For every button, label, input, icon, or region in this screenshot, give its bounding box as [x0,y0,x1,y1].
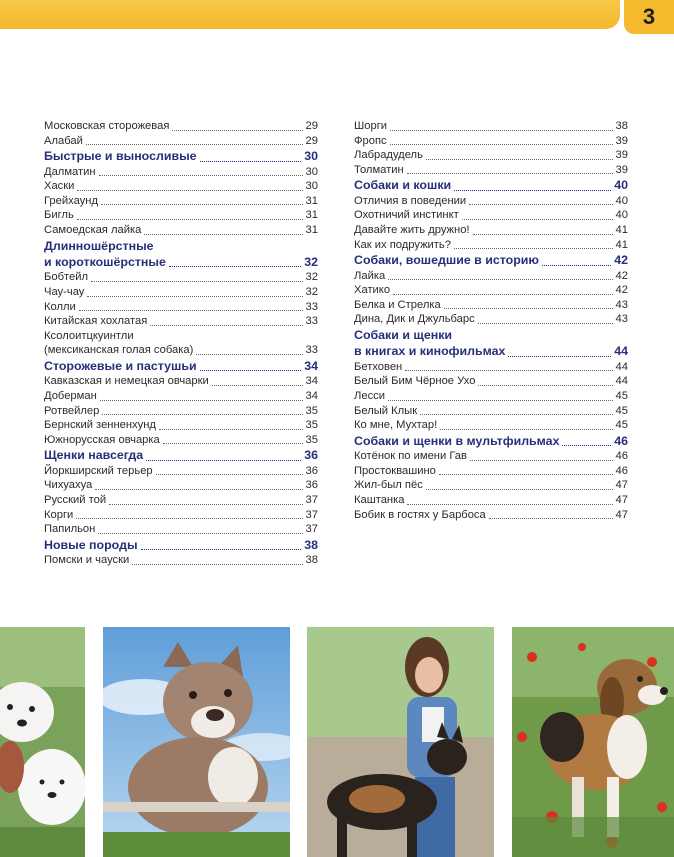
toc-page-number: 38 [615,120,628,132]
dot-leader [141,549,302,550]
toc-title: Бернский зенненхунд [44,419,156,432]
toc-page-number: 40 [615,209,628,222]
toc-entry[interactable] [44,300,318,315]
toc-page-number: 46 [615,450,628,463]
toc-title: Собаки, вошедшие в историю [354,253,539,268]
toc-entry[interactable] [44,285,318,300]
toc-title: (мексиканская голая собака) [44,344,194,357]
photo-woman-with-shepherd [307,627,494,857]
toc-title: Дина, Дик и Джульбарс [354,313,475,326]
toc-page-number: 31 [305,194,318,207]
toc-title: Чау-чау [44,285,85,298]
toc-entry[interactable] [354,508,628,523]
toc-entry[interactable] [44,464,318,479]
toc-page-number: 30 [305,180,318,193]
toc-title: Бетховен [354,360,403,373]
toc-entry[interactable] [44,418,318,433]
toc-entry[interactable] [44,389,318,404]
toc-page-number: 35 [305,404,318,417]
dot-leader [212,385,303,386]
toc-title: Белый Клык [354,404,418,417]
toc-column-right [354,119,628,522]
dot-leader [469,204,612,205]
dot-leader [77,190,302,191]
toc-page-number: 42 [614,253,628,268]
toc-page-number: 32 [305,285,318,298]
toc-entry[interactable] [44,478,318,493]
toc-title: Каштанка [354,493,405,506]
toc-title: Быстрые и выносливые [44,149,197,164]
toc-entry[interactable] [44,134,318,149]
toc-page-number: 41 [615,238,628,251]
toc-entry[interactable] [354,208,628,223]
toc-title: Охотничий инстинкт [354,209,459,222]
header-accent-bar [0,0,620,29]
dot-leader [542,265,611,266]
toc-section-title[interactable] [44,538,318,553]
toc-entry[interactable] [354,360,628,375]
toc-page-number: 43 [615,298,628,311]
photo-jumping-collie [103,627,290,857]
toc-page-number: 39 [615,163,628,176]
toc-page-number: 47 [615,479,628,492]
toc-page-number: 44 [614,344,628,359]
dot-leader [388,400,613,401]
toc-section-title[interactable] [354,344,628,359]
toc-entry[interactable] [44,343,318,358]
toc-title: Ко мне, Мухтар! [354,419,438,432]
toc-entry[interactable] [354,238,628,253]
toc-title: Грейхаунд [44,194,98,207]
toc-page-number: 36 [305,464,318,477]
toc-page-number: 30 [304,149,318,164]
dot-leader [426,489,613,490]
toc-section-title[interactable] [354,434,628,449]
photo-samoyed-puppies [0,627,85,857]
toc-title: Южнорусская овчарка [44,433,160,446]
toc-page-number: 45 [615,419,628,432]
toc-entry[interactable] [44,493,318,508]
toc-title: Русский той [44,493,107,506]
toc-entry[interactable] [354,148,628,163]
toc-page-number: 37 [305,523,318,536]
dot-leader [478,385,612,386]
dot-leader [390,130,613,131]
toc-page-number: 42 [615,269,628,282]
dot-leader [86,144,303,145]
toc-page-number: 31 [305,209,318,222]
toc-entry[interactable] [354,223,628,238]
toc-page-number: 36 [304,448,318,463]
toc-page-number: 32 [304,254,318,269]
toc-title: Лабрадудель [354,149,423,162]
toc-title: Сторожевые и пастушьи [44,358,197,373]
toc-entry[interactable] [44,404,318,419]
dot-leader [91,281,303,282]
toc-page-number: 42 [615,284,628,297]
toc-column-left [44,119,318,568]
toc-title: Московская сторожевая [44,120,170,132]
toc-page-number: 41 [615,223,628,236]
toc-title: Папильон [44,523,96,536]
dot-leader [473,234,613,235]
dot-leader [393,294,612,295]
toc-title: Йоркширский терьер [44,464,153,477]
toc-entry[interactable] [44,165,318,180]
toc-title: Хаски [44,180,75,193]
toc-page-number: 47 [615,508,628,521]
toc-entry[interactable] [354,163,628,178]
toc-title: Ксолоитцкуинтли [44,329,134,342]
toc-page-number: 33 [305,315,318,328]
toc-section-title[interactable] [44,239,318,254]
toc-entry[interactable] [44,433,318,448]
toc-page-number: 37 [305,508,318,521]
dot-leader [99,175,303,176]
dot-leader [440,429,612,430]
dot-leader [77,219,303,220]
toc-title: Собаки и щенки [354,327,453,342]
toc-title: Лесси [354,389,386,402]
toc-title: в книгах и кинофильмах [354,344,506,359]
toc-page-number: 45 [615,404,628,417]
toc-entry[interactable] [354,449,628,464]
dot-leader [98,533,302,534]
dot-leader [76,518,302,519]
toc-page-number: 43 [615,313,628,326]
toc-entry[interactable] [44,522,318,537]
toc-title: Шорги [354,120,388,132]
dot-leader [87,296,302,297]
toc-page-number: 34 [304,358,318,373]
toc-title: Корги [44,508,74,521]
toc-title: Бобтейл [44,271,88,284]
toc-entry[interactable] [354,404,628,419]
page-number: 3 [624,0,674,34]
dot-leader [172,130,302,131]
toc-page-number: 39 [615,134,628,147]
dot-leader [562,445,611,446]
toc-page-number: 44 [615,360,628,373]
toc-entry[interactable] [44,194,318,209]
toc-page-number: 38 [305,554,318,567]
toc-title: Простоквашино [354,464,436,477]
toc-entry[interactable] [44,314,318,329]
toc-entry[interactable] [44,553,318,568]
toc-title: Давайте жить дружно! [354,223,470,236]
toc-title: Белый Бим Чёрное Ухо [354,375,476,388]
toc-title: Собаки и кошки [354,178,452,193]
dot-leader [132,564,302,565]
toc-section-title[interactable] [44,149,318,164]
toc-title: Белка и Стрелка [354,298,441,311]
toc-page-number: 32 [305,271,318,284]
toc-title: Фропс [354,134,387,147]
dot-leader [150,325,302,326]
toc-section-title[interactable] [44,359,318,374]
dot-leader [169,266,301,267]
toc-title: Самоедская лайка [44,223,142,236]
toc-entry[interactable] [354,389,628,404]
dot-leader [462,219,613,220]
toc-entry[interactable] [44,508,318,523]
dot-leader [454,248,613,249]
toc-entry[interactable] [44,179,318,194]
toc-page-number: 34 [305,375,318,388]
toc-entry[interactable] [44,208,318,223]
toc-title: Длинношёрстные [44,238,154,253]
toc-title: Бигль [44,209,74,222]
toc-section-title[interactable] [354,178,628,193]
dot-leader [405,370,612,371]
toc-page-number: 35 [305,419,318,432]
toc-section-title[interactable] [354,328,628,343]
toc-title: Чихуахуа [44,479,93,492]
toc-entry[interactable] [354,493,628,508]
toc-title: Доберман [44,389,97,402]
toc-section-title[interactable] [44,255,318,270]
dot-leader [454,190,611,191]
dot-leader [95,489,302,490]
toc-page-number: 34 [305,389,318,402]
toc-title: Отличия в поведении [354,194,467,207]
toc-title: Ротвейлер [44,404,100,417]
toc-entry[interactable] [354,418,628,433]
dot-leader [439,474,613,475]
toc-entry[interactable] [354,134,628,149]
toc-page-number: 45 [615,389,628,402]
toc-page-number: 29 [305,134,318,147]
dot-leader [388,279,612,280]
toc-title: Собаки и щенки в мультфильмах [354,433,560,448]
toc-page-number: 44 [615,375,628,388]
dot-leader [156,474,303,475]
toc-page-number: 30 [305,165,318,178]
dot-leader [508,356,611,357]
toc-entry[interactable] [354,374,628,389]
dot-leader [407,173,613,174]
toc-page-number: 33 [305,300,318,313]
dot-leader [100,400,303,401]
toc-page-number: 36 [305,479,318,492]
toc-entry[interactable] [354,119,628,134]
toc-entry[interactable] [354,312,628,327]
dot-leader [102,414,302,415]
dot-leader [426,159,613,160]
toc-title: Помски и чауски [44,554,130,567]
toc-page-number: 46 [615,464,628,477]
toc-entry[interactable] [44,329,318,344]
toc-title: Жил-был пёс [354,479,423,492]
toc-title: Хатико [354,284,391,297]
toc-entry[interactable] [44,374,318,389]
dot-leader [478,323,613,324]
toc-entry[interactable] [354,478,628,493]
dot-leader [163,443,303,444]
toc-title: Щенки навсегда [44,448,144,463]
toc-page-number: 31 [305,223,318,236]
toc-entry[interactable] [44,223,318,238]
toc-title: Котёнок по имени Гав [354,450,467,463]
dot-leader [444,308,613,309]
toc-title: Колли [44,300,76,313]
toc-entry[interactable] [354,194,628,209]
toc-entry[interactable] [44,119,318,134]
toc-page-number: 47 [615,493,628,506]
toc-page-number: 35 [305,433,318,446]
toc-title: Китайская хохлатая [44,315,148,328]
toc-title: Бобик в гостях у Барбоса [354,508,486,521]
toc-entry[interactable] [354,269,628,284]
dot-leader [146,460,301,461]
toc-entry[interactable] [44,270,318,285]
toc-title: Толматин [354,163,404,176]
toc-entry[interactable] [354,298,628,313]
toc-entry[interactable] [354,464,628,479]
dot-leader [390,144,613,145]
toc-page-number: 40 [614,178,628,193]
toc-page-number: 33 [305,344,318,357]
toc-title: Далматин [44,165,96,178]
toc-page-number: 37 [305,493,318,506]
toc-title: Лайка [354,269,386,282]
dot-leader [79,310,303,311]
dot-leader [109,504,302,505]
dot-leader [470,460,613,461]
toc-page-number: 39 [615,149,628,162]
toc-title: Как их подружить? [354,238,451,251]
toc-section-title[interactable] [44,448,318,463]
dot-leader [159,429,303,430]
dot-leader [200,370,302,371]
toc-page-number: 40 [615,194,628,207]
toc-title: и короткошёрстные [44,254,166,269]
toc-section-title[interactable] [354,253,628,268]
toc-title: Новые породы [44,537,138,552]
toc-entry[interactable] [354,283,628,298]
dot-leader [196,354,302,355]
dot-leader [144,234,302,235]
toc-page-number: 29 [305,120,318,132]
dot-leader [101,204,303,205]
toc-page-number: 46 [614,433,628,448]
dot-leader [407,504,612,505]
dot-leader [420,414,612,415]
toc-title: Кавказская и немецкая овчарки [44,375,209,388]
dot-leader [489,518,613,519]
dot-leader [200,161,302,162]
toc-page-number: 38 [304,537,318,552]
toc-title: Алабай [44,134,83,147]
photo-beagle-in-poppies [512,627,674,857]
